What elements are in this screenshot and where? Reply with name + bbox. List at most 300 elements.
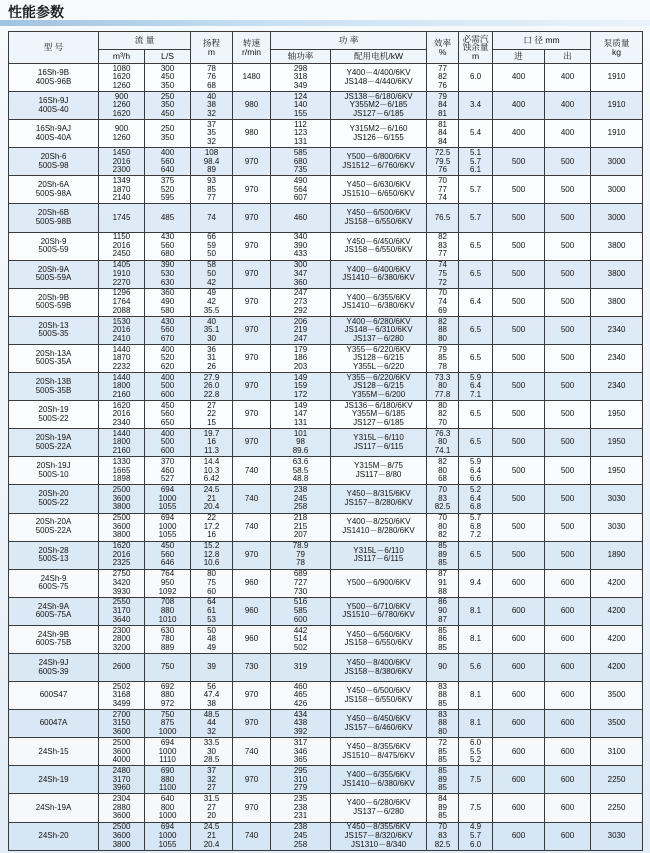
- efficiency-cell: [427, 738, 459, 766]
- flow-ls-cell: [145, 682, 191, 710]
- cell-line: 502: [293, 642, 308, 652]
- flow-m3h-cell: [99, 513, 145, 541]
- cell-line: 98: [296, 437, 305, 447]
- shaft-power-cell: [271, 738, 331, 766]
- cell-line: 740: [244, 493, 259, 503]
- cell-line: 1764: [112, 297, 131, 306]
- cell-line: 123: [293, 128, 308, 138]
- cell-line: 85: [438, 625, 447, 635]
- flow-ls-cell: [145, 64, 191, 92]
- efficiency-cell: [427, 710, 459, 738]
- cell-line: 42: [207, 277, 216, 287]
- table-row: [9, 260, 643, 288]
- header-diameter: 口 径 mm: [493, 32, 591, 50]
- weight-cell: [591, 316, 643, 344]
- motor-cell: [331, 710, 427, 738]
- cell-line: 250: [160, 124, 175, 134]
- cell-line: 434: [293, 709, 308, 719]
- header-efficiency: 效率 %: [427, 32, 459, 64]
- head-cell: [191, 710, 233, 738]
- cell-line: 5.7: [469, 212, 482, 222]
- cell-line: JS158－6/550/6KV: [344, 217, 413, 227]
- header-head: 扬程 m: [191, 32, 233, 64]
- weight-cell: [591, 373, 643, 401]
- cell-line: JS138－6/180/6KV: [344, 91, 413, 101]
- flow-ls-cell: [145, 260, 191, 288]
- weight-cell: [591, 288, 643, 316]
- cell-line: 1910: [607, 100, 626, 110]
- cell-line: 740: [244, 465, 259, 475]
- npsh-cell: [459, 569, 493, 597]
- cell-line: 27: [207, 400, 216, 410]
- cell-line: 74: [207, 212, 216, 222]
- cell-line: 64: [207, 597, 216, 607]
- efficiency-cell: [427, 344, 459, 372]
- table-row: [9, 766, 643, 794]
- speed-cell: [233, 822, 271, 850]
- flow-ls-cell: [145, 429, 191, 457]
- cell-line: 880: [160, 774, 175, 784]
- speed-cell: [233, 92, 271, 120]
- inlet-cell: [493, 738, 545, 766]
- weight-cell: [591, 120, 643, 148]
- cell-line: 970: [244, 718, 259, 728]
- head-cell: [191, 597, 233, 625]
- cell-line: 20Sh-13A: [35, 348, 72, 358]
- shaft-power-cell: [271, 92, 331, 120]
- inlet-cell: [493, 710, 545, 738]
- flow-ls-cell: [145, 288, 191, 316]
- cell-line: Y355M－6/200: [351, 389, 406, 399]
- cell-line: 1665: [112, 465, 131, 475]
- cell-line: 600: [560, 718, 575, 728]
- cell-line: 9.4: [469, 577, 482, 587]
- cell-line: 20Sh-19J: [36, 461, 71, 471]
- cell-line: JS158－8/380/6KV: [344, 666, 413, 676]
- cell-line: 4000: [112, 755, 131, 765]
- cell-line: 500: [511, 184, 526, 194]
- cell-line: 24Sh-9: [40, 573, 67, 583]
- cell-line: 500S-98A: [35, 188, 72, 198]
- head-cell: [191, 64, 233, 92]
- cell-line: 172: [293, 389, 308, 399]
- cell-line: 390: [293, 240, 308, 250]
- cell-line: 400: [160, 147, 175, 157]
- cell-line: 238: [293, 822, 308, 832]
- cell-line: 77: [207, 193, 216, 203]
- head-cell: [191, 176, 233, 204]
- cell-line: JS117－6/115: [353, 554, 404, 564]
- cell-line: 186: [293, 353, 308, 363]
- cell-line: 3000: [607, 184, 626, 194]
- shaft-power-cell: [271, 120, 331, 148]
- cell-line: 75: [207, 577, 216, 587]
- cell-line: 1800: [112, 437, 131, 447]
- outlet-cell: [545, 569, 591, 597]
- speed-cell: [233, 738, 271, 766]
- npsh-cell: [459, 232, 493, 260]
- weight-cell: [591, 625, 643, 653]
- cell-line: 83: [438, 240, 447, 250]
- cell-line: 1055: [158, 530, 177, 540]
- table-row: [9, 822, 643, 850]
- speed-cell: [233, 569, 271, 597]
- weight-cell: [591, 485, 643, 513]
- cell-line: 85: [438, 811, 447, 821]
- table-row: [9, 513, 643, 541]
- model-cell: [9, 316, 99, 344]
- motor-cell: [331, 513, 427, 541]
- shaft-power-cell: [271, 260, 331, 288]
- cell-line: 47.4: [203, 690, 220, 700]
- cell-line: JS128－6/215: [353, 353, 404, 363]
- cell-line: 89: [207, 165, 216, 175]
- flow-m3h-cell: [99, 176, 145, 204]
- cell-line: 520: [160, 184, 175, 194]
- cell-line: 4200: [607, 606, 626, 616]
- cell-line: 600: [560, 774, 575, 784]
- cell-line: 400S-40A: [35, 132, 72, 142]
- cell-line: 735: [293, 165, 308, 175]
- cell-line: 516: [293, 597, 308, 607]
- head-cell: [191, 204, 233, 232]
- cell-line: 500S-59: [38, 245, 69, 255]
- cell-line: 2232: [112, 361, 131, 371]
- cell-line: 900: [114, 91, 129, 101]
- model-cell: [9, 344, 99, 372]
- shaft-power-cell: [271, 148, 331, 176]
- outlet-cell: [545, 597, 591, 625]
- inlet-cell: [493, 148, 545, 176]
- cell-line: 646: [160, 558, 175, 568]
- cell-line: 694: [160, 485, 175, 495]
- cell-line: 38: [207, 100, 216, 110]
- cell-line: 77.8: [434, 389, 451, 399]
- flow-m3h-cell: [99, 766, 145, 794]
- cell-line: 2600: [112, 662, 131, 672]
- npsh-cell: [459, 682, 493, 710]
- npsh-cell: [459, 373, 493, 401]
- flow-ls-cell: [145, 232, 191, 260]
- outlet-cell: [545, 513, 591, 541]
- cell-line: 1055: [158, 839, 177, 849]
- cell-line: 2160: [112, 446, 131, 456]
- cell-line: 600: [560, 746, 575, 756]
- outlet-cell: [545, 316, 591, 344]
- cell-line: 73.3: [434, 372, 451, 382]
- cell-line: 98.4: [203, 156, 220, 166]
- motor-cell: [331, 260, 427, 288]
- speed-cell: [233, 653, 271, 681]
- cell-line: JS158－6/550/6KV: [344, 638, 413, 648]
- cell-line: 80: [438, 521, 447, 531]
- cell-line: 500: [560, 353, 575, 363]
- cell-line: 2450: [112, 249, 131, 259]
- model-cell: [9, 541, 99, 569]
- cell-line: 970: [244, 690, 259, 700]
- cell-line: 206: [293, 316, 308, 326]
- npsh-cell: [459, 457, 493, 485]
- cell-line: 70: [438, 417, 447, 427]
- cell-line: 1910: [607, 128, 626, 138]
- flow-m3h-cell: [99, 232, 145, 260]
- inlet-cell: [493, 794, 545, 822]
- cell-line: 81: [438, 119, 447, 129]
- cell-line: 500S-35B: [35, 385, 72, 395]
- table-row: [9, 541, 643, 569]
- cell-line: 500: [511, 493, 526, 503]
- flow-ls-cell: [145, 373, 191, 401]
- cell-line: 79: [438, 91, 447, 101]
- flow-m3h-cell: [99, 738, 145, 766]
- cell-line: 258: [293, 502, 308, 512]
- table-row: [9, 597, 643, 625]
- model-cell: [9, 738, 99, 766]
- npsh-cell: [459, 92, 493, 120]
- head-cell: [191, 794, 233, 822]
- cell-line: 49: [207, 288, 216, 298]
- cell-line: Y355M2－6/185: [349, 100, 408, 110]
- inlet-cell: [493, 682, 545, 710]
- cell-line: 78: [438, 361, 447, 371]
- cell-line: 500: [560, 268, 575, 278]
- header-flow-ls: L/S: [145, 50, 191, 64]
- flow-ls-cell: [145, 794, 191, 822]
- head-cell: [191, 260, 233, 288]
- head-cell: [191, 120, 233, 148]
- cell-line: 19.7: [203, 428, 220, 438]
- cell-line: 1620: [112, 72, 131, 82]
- cell-line: 960: [244, 634, 259, 644]
- cell-line: 3100: [607, 746, 626, 756]
- cell-line: 10.3: [203, 465, 220, 475]
- inlet-cell: [493, 120, 545, 148]
- cell-line: 3800: [112, 839, 131, 849]
- cell-line: 21: [207, 830, 216, 840]
- npsh-cell: [459, 429, 493, 457]
- cell-line: 32: [207, 137, 216, 147]
- cell-line: 24Sh-19A: [35, 802, 72, 812]
- cell-line: 247: [293, 288, 308, 298]
- cell-line: 3170: [112, 774, 131, 784]
- inlet-cell: [493, 64, 545, 92]
- npsh-cell: [459, 513, 493, 541]
- cell-line: 2480: [112, 766, 131, 775]
- cell-line: 53: [207, 614, 216, 624]
- cell-line: 6.5: [469, 240, 482, 250]
- cell-line: 22: [207, 513, 216, 523]
- cell-line: 5.9: [469, 372, 482, 382]
- cell-line: Y400－6/280/6KV: [346, 798, 411, 808]
- cell-line: 24Sh-15: [38, 746, 69, 756]
- weight-cell: [591, 260, 643, 288]
- table-row: [9, 92, 643, 120]
- cell-line: 600: [511, 606, 526, 616]
- cell-line: JS148－4/440/6KV: [344, 76, 413, 86]
- cell-line: 600: [511, 802, 526, 812]
- cell-line: 79.5: [434, 156, 451, 166]
- model-cell: [9, 176, 99, 204]
- cell-line: 3030: [607, 521, 626, 531]
- motor-cell: [331, 485, 427, 513]
- weight-cell: [591, 653, 643, 681]
- cell-line: 77: [438, 184, 447, 194]
- cell-line: 3800: [112, 502, 131, 512]
- cell-line: 780: [160, 634, 175, 644]
- cell-line: 3150: [112, 718, 131, 728]
- cell-line: 16: [207, 530, 216, 540]
- cell-line: 24Sh-9A: [37, 601, 70, 611]
- cell-line: 238: [293, 802, 308, 812]
- cell-line: JS157－6/460/6KV: [344, 722, 413, 732]
- speed-cell: [233, 457, 271, 485]
- npsh-cell: [459, 485, 493, 513]
- cell-line: 37: [207, 766, 216, 775]
- cell-line: 17.2: [203, 521, 220, 531]
- cell-line: 600: [511, 662, 526, 672]
- cell-line: 500: [511, 268, 526, 278]
- inlet-cell: [493, 429, 545, 457]
- efficiency-cell: [427, 316, 459, 344]
- cell-line: 350: [160, 100, 175, 110]
- cell-line: 76: [438, 165, 447, 175]
- cell-line: 7.5: [469, 774, 482, 784]
- cell-line: 630: [160, 625, 175, 635]
- cell-line: 317: [293, 737, 308, 747]
- flow-m3h-cell: [99, 541, 145, 569]
- cell-line: 6.5: [469, 268, 482, 278]
- cell-line: 1150: [112, 232, 131, 242]
- head-cell: [191, 344, 233, 372]
- cell-line: 245: [293, 830, 308, 840]
- cell-line: 8.1: [469, 606, 482, 616]
- cell-line: 970: [244, 325, 259, 335]
- cell-line: 203: [293, 361, 308, 371]
- cell-line: 500S-22A: [35, 441, 72, 451]
- cell-line: Y400－4/400/6KV: [346, 67, 411, 77]
- cell-line: 20Sh-6: [40, 152, 67, 162]
- cell-line: 35.1: [203, 325, 220, 335]
- cell-line: 78: [296, 558, 305, 568]
- cell-line: 560: [160, 325, 175, 335]
- cell-line: 88: [438, 718, 447, 728]
- cell-line: 78.9: [292, 541, 309, 551]
- cell-line: 560: [160, 549, 175, 559]
- cell-line: 3600: [112, 521, 131, 531]
- cell-line: 1405: [112, 260, 131, 270]
- cell-line: 89: [438, 774, 447, 784]
- cell-line: 972: [160, 698, 175, 708]
- cell-line: 35: [207, 128, 216, 138]
- cell-line: 560: [160, 240, 175, 250]
- cell-line: 514: [293, 634, 308, 644]
- model-cell: [9, 288, 99, 316]
- cell-line: 2325: [112, 558, 131, 568]
- cell-line: 72: [438, 277, 447, 287]
- cell-line: 3600: [112, 493, 131, 503]
- motor-cell: [331, 64, 427, 92]
- cell-line: 3500: [607, 718, 626, 728]
- shaft-power-cell: [271, 569, 331, 597]
- cell-line: 5.2: [469, 755, 482, 765]
- shaft-power-cell: [271, 429, 331, 457]
- motor-cell: [331, 176, 427, 204]
- cell-line: 80: [438, 400, 447, 410]
- motor-cell: [331, 822, 427, 850]
- cell-line: 730: [293, 586, 308, 596]
- cell-line: 85: [438, 783, 447, 793]
- cell-line: 87: [438, 569, 447, 579]
- cell-line: Y315M2－6/160: [349, 124, 408, 134]
- weight-cell: [591, 401, 643, 429]
- inlet-cell: [493, 485, 545, 513]
- cell-line: 20Sh-19A: [35, 433, 72, 443]
- cell-line: 500: [160, 381, 175, 391]
- cell-line: 2500: [112, 485, 131, 495]
- flow-m3h-cell: [99, 597, 145, 625]
- cell-line: 5.9: [469, 456, 482, 466]
- cell-line: 4.9: [469, 822, 482, 832]
- cell-line: 16Sh-9J: [38, 96, 69, 106]
- cell-line: 300: [293, 260, 308, 270]
- motor-cell: [331, 625, 427, 653]
- cell-line: 1480: [242, 72, 261, 82]
- motor-cell: [331, 766, 427, 794]
- cell-line: 5.7: [469, 513, 482, 523]
- cell-line: 3930: [112, 586, 131, 596]
- cell-line: 8.1: [469, 690, 482, 700]
- cell-line: 22: [207, 409, 216, 419]
- shaft-power-cell: [271, 316, 331, 344]
- cell-line: 63.6: [292, 456, 309, 466]
- cell-line: 80: [438, 437, 447, 447]
- weight-cell: [591, 682, 643, 710]
- head-cell: [191, 682, 233, 710]
- speed-cell: [233, 148, 271, 176]
- weight-cell: [591, 541, 643, 569]
- cell-line: 24Sh-9B: [37, 629, 70, 639]
- cell-line: JS1410－8/280/6KV: [342, 526, 415, 536]
- cell-line: 1000: [158, 521, 177, 531]
- cell-line: Y400－6/355/6KV: [346, 770, 411, 780]
- cell-line: 600: [293, 614, 308, 624]
- cell-line: Y315L－6/110: [353, 545, 404, 555]
- cell-line: 84: [438, 128, 447, 138]
- outlet-cell: [545, 64, 591, 92]
- table-row: [9, 148, 643, 176]
- cell-line: 1950: [607, 465, 626, 475]
- cell-line: 273: [293, 297, 308, 306]
- cell-line: 24Sh-19: [38, 774, 69, 784]
- cell-line: 2016: [112, 549, 131, 559]
- cell-line: 607: [293, 193, 308, 203]
- cell-line: 400: [560, 72, 575, 82]
- cell-line: 585: [293, 147, 308, 157]
- cell-line: 32: [207, 727, 216, 736]
- cell-line: 500S-10: [38, 469, 69, 479]
- cell-line: 2270: [112, 277, 131, 287]
- cell-line: JS128－6/215: [353, 381, 404, 391]
- cell-line: 85: [438, 746, 447, 756]
- flow-ls-cell: [145, 176, 191, 204]
- cell-line: 500: [560, 184, 575, 194]
- flow-m3h-cell: [99, 204, 145, 232]
- cell-line: 56: [207, 681, 216, 691]
- flow-m3h-cell: [99, 485, 145, 513]
- speed-cell: [233, 204, 271, 232]
- cell-line: 1110: [159, 755, 176, 765]
- cell-line: 600: [560, 577, 575, 587]
